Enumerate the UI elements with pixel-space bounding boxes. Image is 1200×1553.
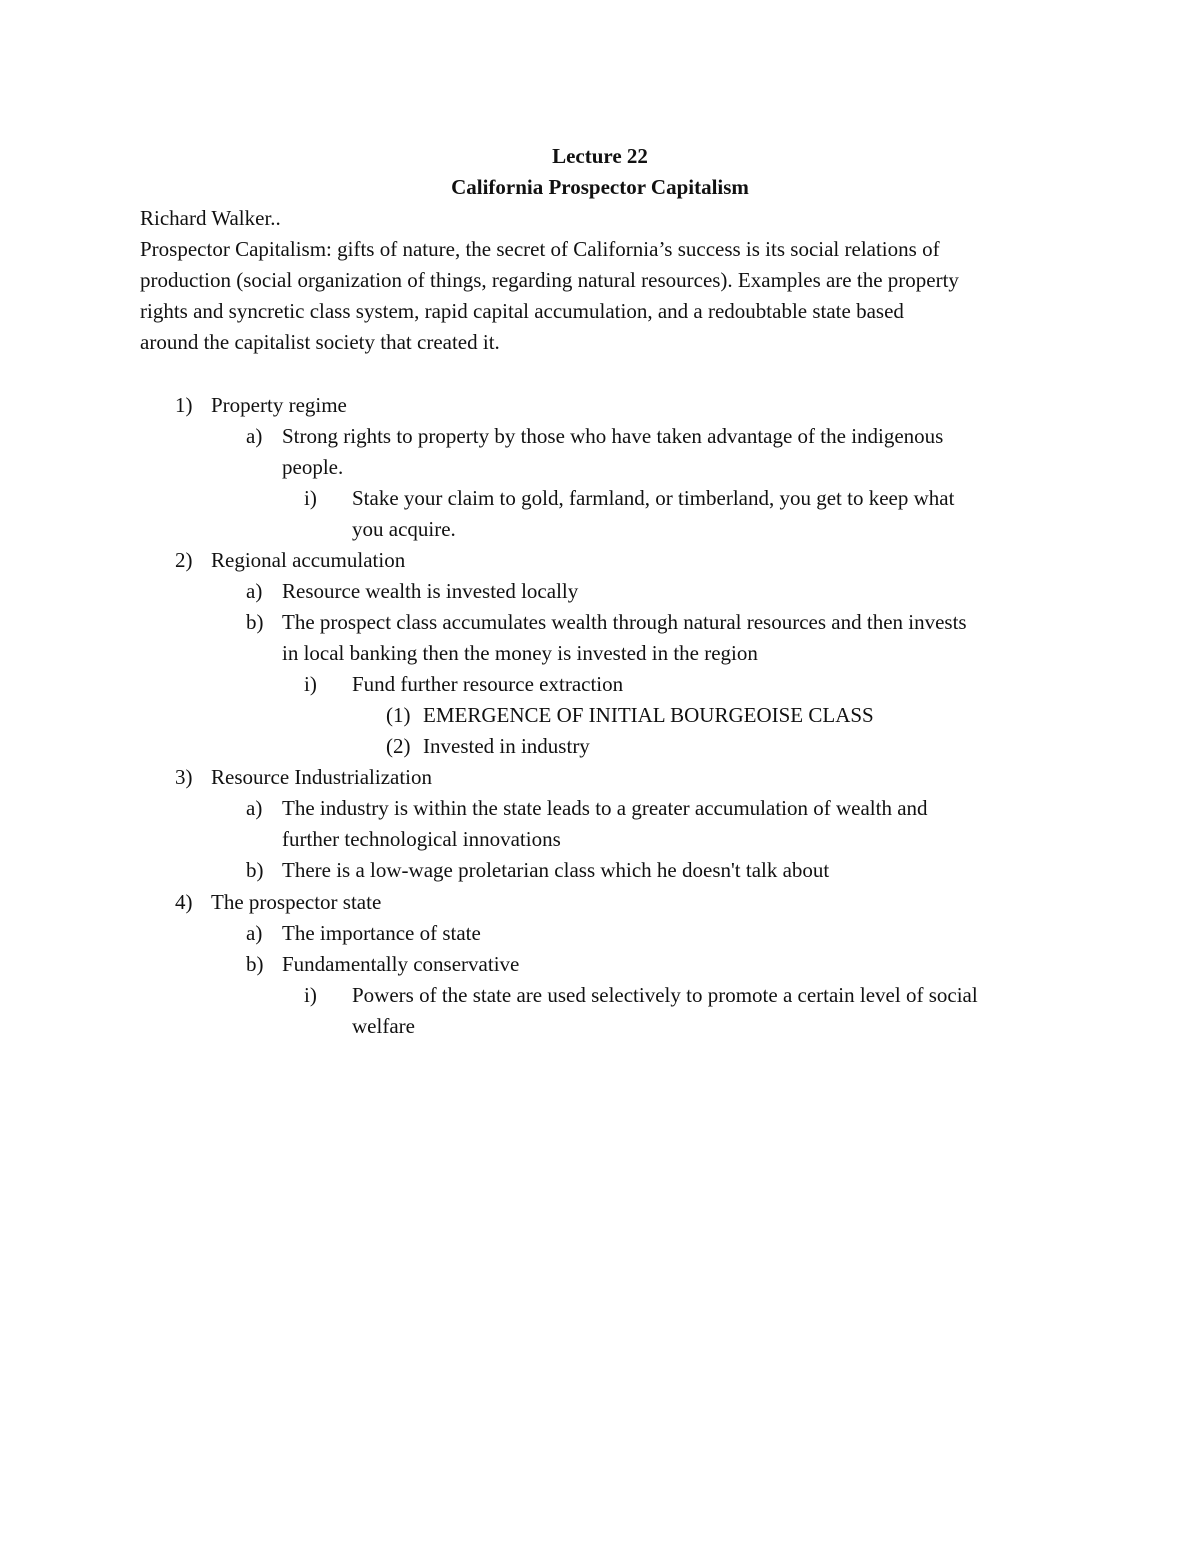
outline-marker: (2)	[386, 734, 411, 758]
outline-item-2bi1: EMERGENCE OF INITIAL BOURGEOISE CLASS	[423, 703, 874, 727]
page-subtitle: California Prospector Capitalism	[451, 175, 749, 199]
outline-item-4: The prospector state	[211, 890, 382, 914]
outline-item-2bi: Fund further resource extraction	[352, 672, 624, 696]
outline-marker: a)	[246, 796, 263, 820]
outline-item-2: Regional accumulation	[211, 548, 406, 572]
outline-item-1a-cont: people.	[282, 455, 344, 479]
outline-item-3a-cont: further technological innovations	[282, 827, 561, 851]
outline-item-2a: Resource wealth is invested locally	[282, 579, 579, 603]
outline-marker: 2)	[175, 548, 193, 572]
intro-line: production (social organization of things, regarding natural resources). Examples are the property	[140, 268, 959, 292]
outline-marker: a)	[246, 579, 263, 603]
outline-marker: i)	[304, 672, 317, 696]
outline-marker: 1)	[175, 393, 193, 417]
outline-item-1: Property regime	[211, 393, 347, 417]
outline-marker: a)	[246, 921, 263, 945]
outline-item-1ai: Stake your claim to gold, farmland, or timberland, you get to keep what	[352, 486, 955, 510]
outline-marker: b)	[246, 610, 264, 634]
outline-item-2b: The prospect class accumulates wealth through natural resources and then invests	[282, 610, 967, 634]
outline-item-3b: There is a low-wage proletarian class which he doesn't talk about	[282, 858, 830, 882]
page-title: Lecture 22	[552, 144, 648, 168]
outline-item-1a: Strong rights to property by those who have taken advantage of the indigenous	[282, 424, 944, 448]
author-line: Richard Walker..	[140, 206, 281, 230]
intro-line: Prospector Capitalism: gifts of nature, the secret of California’s success is its social relations of	[140, 237, 940, 261]
outline-item-3a: The industry is within the state leads to a greater accumulation of wealth and	[282, 796, 928, 820]
outline-item-1ai-cont: you acquire.	[352, 517, 456, 541]
outline-marker: i)	[304, 983, 317, 1007]
outline-item-4a: The importance of state	[282, 921, 481, 945]
outline-item-4bi: Powers of the state are used selectively to promote a certain level of social	[352, 983, 978, 1007]
outline-marker: (1)	[386, 703, 411, 727]
intro-line: rights and syncretic class system, rapid capital accumulation, and a redoubtable state based	[140, 299, 904, 323]
outline-item-2bi2: Invested in industry	[423, 734, 590, 758]
outline-item-4b: Fundamentally conservative	[282, 952, 520, 976]
outline-marker: b)	[246, 858, 264, 882]
outline-item-4bi-cont: welfare	[352, 1014, 415, 1038]
intro-line: around the capitalist society that created it.	[140, 330, 500, 354]
outline-item-2b-cont: in local banking then the money is invested in the region	[282, 641, 758, 665]
outline-marker: 3)	[175, 765, 193, 789]
outline-marker: i)	[304, 486, 317, 510]
outline-marker: a)	[246, 424, 263, 448]
outline-marker: 4)	[175, 890, 193, 914]
outline-marker: b)	[246, 952, 264, 976]
outline-item-3: Resource Industrialization	[211, 765, 433, 789]
